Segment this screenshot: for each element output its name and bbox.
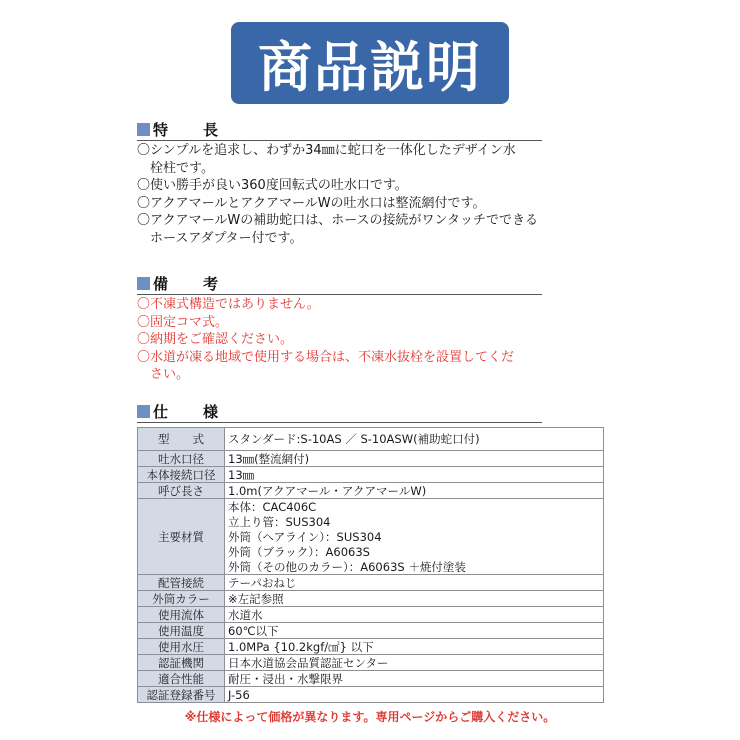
remarks-line: 〇固定コマ式。: [137, 314, 229, 330]
page-title: 商品説明: [258, 35, 482, 99]
spec-value: 外筒（ブラック）：A6063S: [225, 544, 604, 559]
remarks-line: さい。: [150, 367, 190, 382]
table-row: [138, 639, 604, 655]
specs-heading-label: 仕 様: [153, 402, 229, 421]
square-bullet-icon: [137, 123, 150, 136]
features-line: ホースアダプター付です。: [150, 230, 303, 246]
spec-label: 配管接続: [138, 575, 225, 591]
features-line: 〇使い勝手が良い360度回転式の吐水口です。: [137, 178, 408, 193]
specs-heading: [137, 400, 542, 423]
table-row: [138, 655, 604, 671]
features-line: 〇シンプルを追求し、わずか34㎜に蛇口を一体化したデザイン水: [137, 143, 516, 158]
features-line: 〇アクアマールとアクアマールWの吐水口は整流網付です。: [137, 195, 486, 211]
features-line: 栓柱です。: [150, 160, 214, 176]
spec-value: 13㎜(整流網付): [225, 451, 604, 467]
table-row: [138, 451, 604, 467]
spec-label: 呼び長さ: [138, 483, 225, 499]
spec-label: 外筒カラー: [138, 591, 225, 607]
spec-value: 水道水: [225, 607, 604, 623]
spec-value: J-56: [225, 687, 604, 703]
pricing-note: ※仕様によって価格が異なります。専用ページからご購入ください。: [184, 710, 556, 724]
spec-value: 立上り管：SUS304: [225, 514, 604, 529]
features-list: [137, 142, 557, 247]
remarks-heading-label: 備 考: [153, 274, 229, 293]
spec-value: 1.0MPa {10.2kgf/㎠} 以下: [225, 639, 604, 655]
table-row: [138, 483, 604, 499]
spec-label: 認証登録番号: [138, 687, 225, 703]
spec-label: 本体接続口径: [138, 467, 225, 483]
table-row: [138, 467, 604, 483]
spec-label: 使用温度: [138, 623, 225, 639]
spec-label: 適合性能: [138, 671, 225, 687]
spec-value: 日本水道協会品質認証センター: [225, 655, 604, 671]
remarks-list: [137, 296, 557, 384]
spec-value: 本体：CAC406C: [225, 499, 604, 515]
table-row: [138, 623, 604, 639]
remarks-line: 〇水道が凍る地域で使用する場合は、不凍水抜栓を設置してくだ: [137, 349, 515, 365]
table-row: [138, 591, 604, 607]
table-row: [138, 499, 604, 515]
remarks-line: 〇不凍式構造ではありません。: [137, 297, 320, 312]
spec-label: 認証機関: [138, 655, 225, 671]
square-bullet-icon: [137, 277, 150, 290]
features-line: 〇アクアマールWの補助蛇口は、ホースの接続がワンタッチでできる: [137, 213, 539, 228]
spec-value: 外筒（ヘアライン）：SUS304: [225, 529, 604, 544]
features-heading: [137, 118, 542, 141]
remarks-heading: [137, 272, 542, 295]
spec-value: 外筒（その他のカラー）：A6063S ＋焼付塗装: [225, 559, 604, 575]
spec-label: 型 式: [138, 428, 225, 451]
square-bullet-icon: [137, 405, 150, 418]
features-heading-label: 特 長: [153, 120, 229, 139]
spec-value: ※左記参照: [225, 591, 604, 607]
spec-value: テーパおねじ: [225, 575, 604, 591]
remarks-line: 〇納期をご確認ください。: [137, 332, 294, 347]
table-row: [138, 428, 604, 451]
spec-value: 13㎜: [225, 467, 604, 483]
spec-label: 使用水圧: [138, 639, 225, 655]
table-row: [138, 607, 604, 623]
spec-value: 60℃以下: [225, 623, 604, 639]
table-row: [138, 575, 604, 591]
spec-table: [137, 427, 604, 703]
spec-label: 使用流体: [138, 607, 225, 623]
table-row: [138, 687, 604, 703]
spec-value: スタンダード:S-10AS ／ S-10ASW(補助蛇口付): [225, 428, 604, 451]
spec-value: 耐圧・浸出・水撃限界: [225, 671, 604, 687]
spec-label: 吐水口径: [138, 451, 225, 467]
table-row: [138, 671, 604, 687]
spec-value: 1.0m(アクアマール・アクアマールW): [225, 483, 604, 499]
spec-label: 主要材質: [138, 499, 225, 575]
title-banner: [231, 22, 509, 104]
